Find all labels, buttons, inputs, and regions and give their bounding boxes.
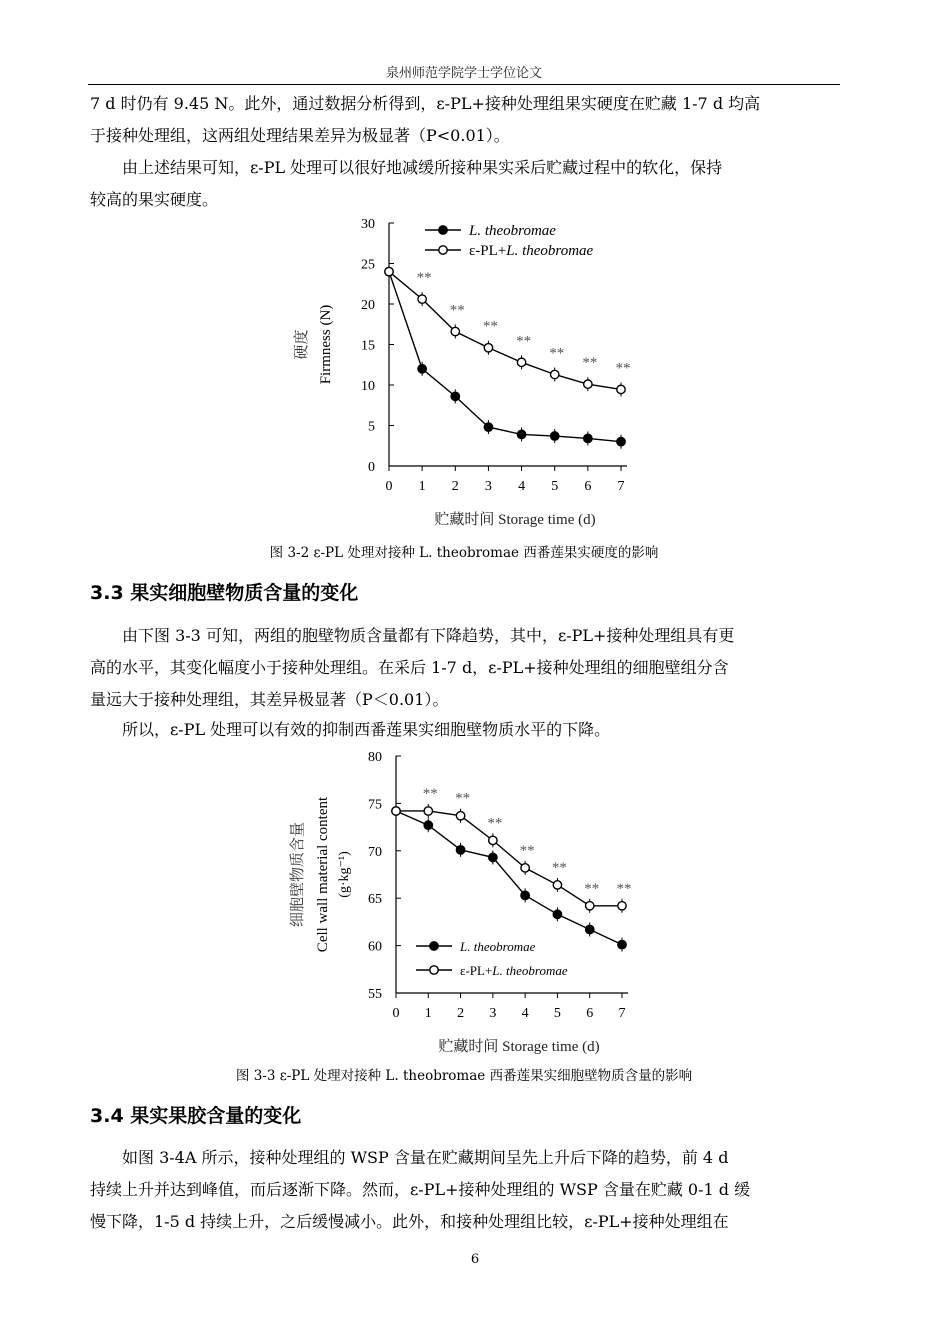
- x-tick-label: 1: [424, 1006, 432, 1021]
- x-tick-label: 5: [551, 479, 559, 494]
- x-tick-label: 4: [518, 479, 526, 494]
- y-tick-label: 20: [361, 298, 375, 313]
- x-axis-label: 贮藏时间 Storage time (d): [434, 512, 596, 528]
- data-point: [553, 910, 561, 918]
- paragraph-5: [90, 1142, 840, 1238]
- significance-mark: **: [487, 815, 503, 832]
- x-tick-label: 0: [385, 479, 393, 494]
- data-point: [424, 807, 432, 815]
- legend-label: ε-PL+L. theobromae: [469, 243, 594, 259]
- x-tick-label: 3: [489, 1006, 497, 1021]
- data-point: [618, 902, 626, 910]
- paragraph-5-line-2: 持续上升并达到峰值，而后逐渐下降。然而，ε-PL+接种处理组的 WSP 含量在贮藏 0-1 d 缓: [90, 1180, 751, 1199]
- significance-mark: **: [584, 880, 600, 897]
- paragraph-5-line-3: 慢下降，1-5 d 持续上升，之后缓慢减小。此外，和接种处理组比较，ε-PL+接种处理组在: [90, 1212, 729, 1231]
- y-axis-label-cn: 硬度: [294, 329, 310, 360]
- significance-mark: **: [416, 270, 432, 287]
- x-tick-label: 4: [521, 1006, 529, 1021]
- figure-3-2-caption: 图 3-2 ε-PL 处理对接种 L. theobromae 西番莲果实硬度的影响: [269, 545, 659, 561]
- data-point: [521, 864, 529, 872]
- data-point: [586, 925, 594, 933]
- x-tick-label: 5: [553, 1006, 561, 1021]
- paragraph-3-line-3: 量远大于接种处理组，其差异极显著（P＜0.01）。: [90, 690, 449, 709]
- significance-mark: **: [551, 859, 567, 876]
- page-number: 6: [470, 1252, 480, 1267]
- y-axis-label-cn: 细胞壁物质含量: [290, 821, 306, 928]
- paragraph-4-line-1: 所以，ε-PL 处理可以有效的抑制西番莲果实细胞壁物质水平的下降。: [122, 720, 611, 739]
- y-axis-label-unit: (g·kg⁻¹): [337, 851, 352, 898]
- paragraph-3-line-2: 高的水平，其变化幅度小于接种处理组。在采后 1-7 d，ε-PL+接种处理组的细胞壁组分含: [90, 658, 729, 677]
- data-point: [489, 836, 497, 844]
- x-tick-label: 1: [418, 479, 426, 494]
- y-axis-label-en: Firmness (N): [318, 304, 334, 385]
- x-tick-label: 6: [584, 479, 592, 494]
- figure-3-3-caption: 图 3-3 ε-PL 处理对接种 L. theobromae 西番莲果实细胞壁物质含量的影响: [235, 1068, 693, 1084]
- legend-label: ε-PL+L. theobromae: [460, 963, 568, 978]
- x-axis-label: 贮藏时间 Storage time (d): [438, 1039, 600, 1055]
- y-tick-label: 0: [368, 460, 375, 475]
- data-point: [456, 812, 464, 820]
- data-point: [553, 881, 561, 889]
- data-point: [456, 846, 464, 854]
- significance-mark: **: [582, 355, 598, 372]
- x-tick-label: 7: [618, 1006, 626, 1021]
- series-line-1: [396, 811, 622, 945]
- paragraph-2-line-2: 较高的果实硬度。: [90, 190, 219, 209]
- y-tick-label: 55: [368, 987, 382, 1002]
- legend-label: L. theobromae: [469, 223, 556, 239]
- paragraph-1-line-2: 于接种处理组，这两组处理结果差异为极显著（P<0.01）。: [90, 126, 510, 145]
- significance-mark: **: [516, 333, 532, 350]
- data-point: [424, 821, 432, 829]
- significance-mark: **: [549, 345, 565, 362]
- running-header: 泉州师范学院学士学位论文: [385, 66, 542, 81]
- significance-mark: **: [616, 880, 632, 897]
- paragraph-5-line-1: 如图 3-4A 所示，接种处理组的 WSP 含量在贮藏期间呈先上升后下降的趋势，前 4 d: [122, 1148, 729, 1167]
- y-axis-label-en: Cell wall material content: [315, 796, 331, 953]
- x-tick-label: 3: [484, 479, 492, 494]
- data-point: [586, 902, 594, 910]
- data-point: [521, 891, 529, 899]
- y-tick-label: 70: [368, 844, 382, 860]
- data-point: [489, 853, 497, 861]
- y-tick-label: 25: [361, 257, 375, 273]
- x-tick-label: 6: [586, 1006, 594, 1021]
- x-tick-label: 2: [457, 1006, 465, 1021]
- significance-mark: **: [422, 785, 438, 802]
- data-point: [618, 940, 626, 948]
- y-tick-label: 60: [368, 939, 382, 955]
- significance-mark: **: [519, 842, 535, 859]
- section-3-3-title: 3.3 果实细胞壁物质含量的变化: [90, 582, 359, 604]
- y-tick-label: 80: [368, 750, 382, 765]
- legend-marker: [430, 942, 438, 950]
- section-3-4-title: 3.4 果实果胶含量的变化: [90, 1105, 302, 1127]
- x-tick-label: 0: [392, 1006, 400, 1021]
- y-tick-label: 75: [368, 797, 382, 813]
- y-tick-label: 5: [368, 419, 375, 435]
- legend-marker: [430, 966, 438, 974]
- x-tick-label: 2: [451, 479, 459, 494]
- significance-mark: **: [615, 360, 631, 377]
- x-tick-label: 7: [617, 479, 625, 494]
- significance-mark: **: [449, 302, 465, 319]
- paragraph-1-line-1: 7 d 时仍有 9.45 N。此外，通过数据分析得到，ε-PL+接种处理组果实硬度在贮藏 1-7 d 均高: [90, 94, 761, 113]
- legend-label: L. theobromae: [460, 939, 536, 954]
- paragraph-2-line-1: 由上述结果可知，ε-PL 处理可以很好地减缓所接种果实采后贮藏过程中的软化，保持: [122, 158, 723, 177]
- significance-mark: **: [482, 318, 498, 335]
- y-tick-label: 10: [361, 379, 375, 394]
- y-tick-label: 15: [361, 338, 375, 354]
- paragraph-3-line-1: 由下图 3-3 可知，两组的胞壁物质含量都有下降趋势，其中，ε-PL+接种处理组具有更: [122, 626, 735, 645]
- y-tick-label: 30: [361, 217, 375, 232]
- y-tick-label: 65: [368, 892, 382, 908]
- significance-mark: **: [455, 790, 471, 807]
- data-point: [392, 807, 400, 815]
